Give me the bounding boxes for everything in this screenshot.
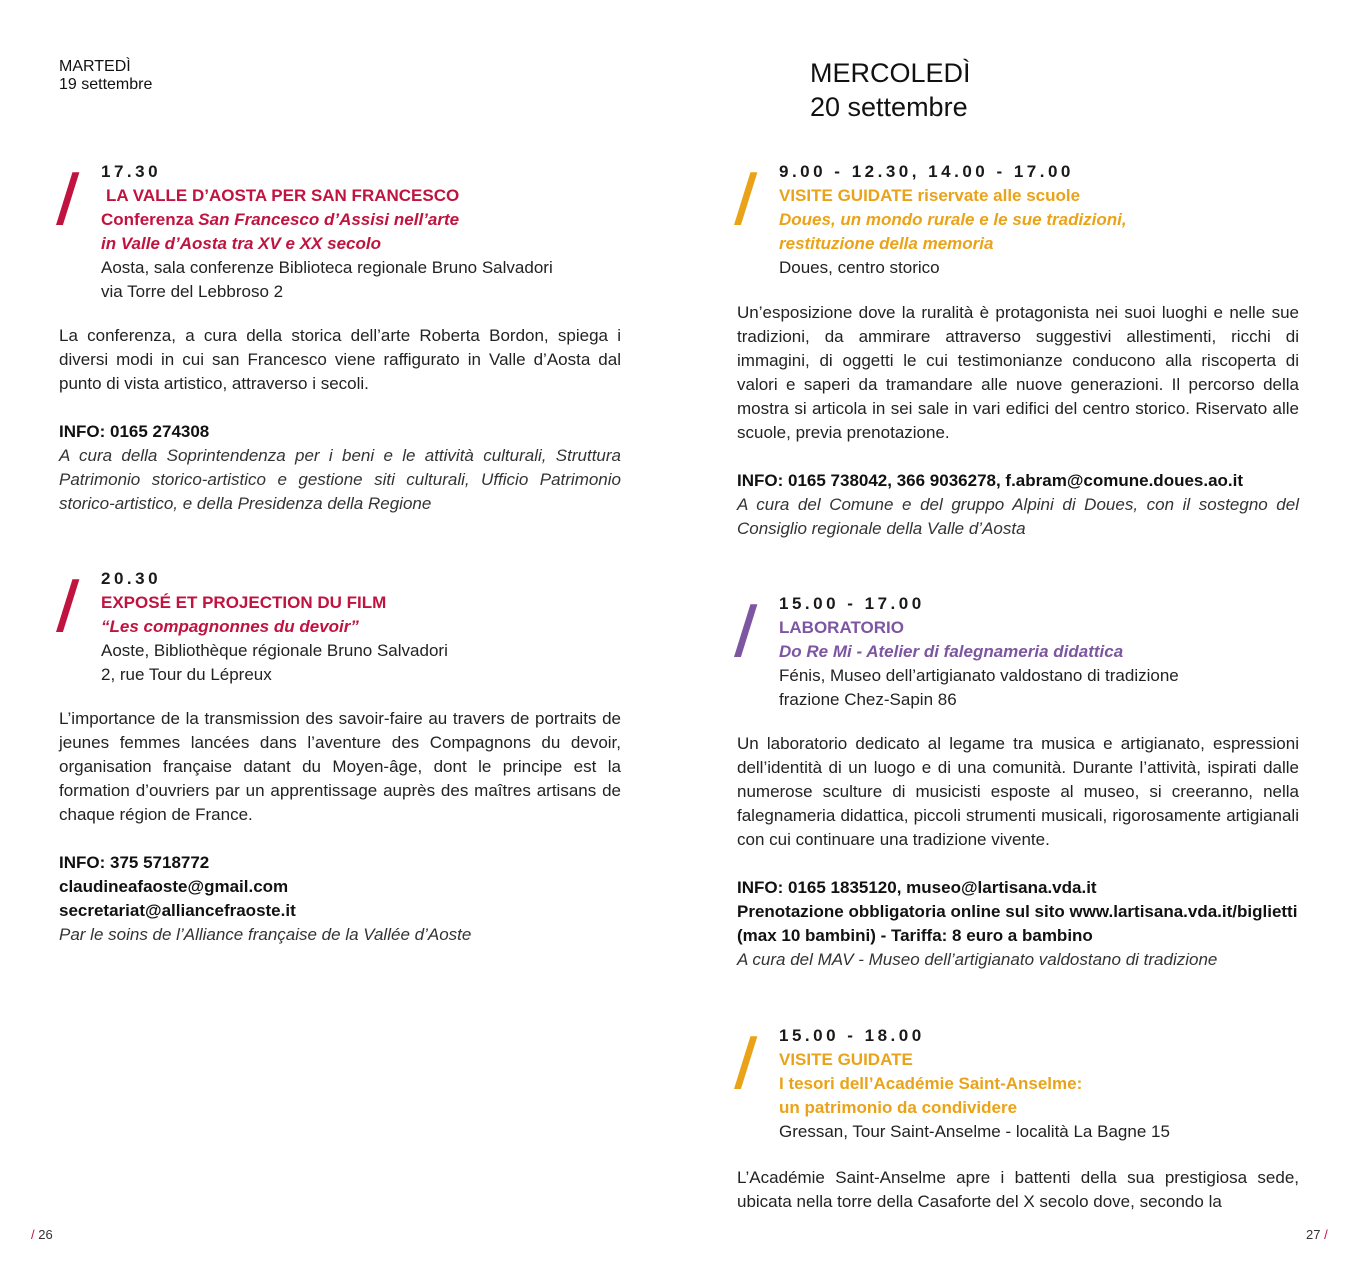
event-credits: Par le soins de l’Alliance française de la Vallée d’Aoste <box>59 925 472 944</box>
event-info: INFO: 375 5718772 <box>59 853 210 872</box>
event-subtitle <box>101 208 621 232</box>
event-email: secretariat@alliancefraoste.it <box>59 901 296 920</box>
event-subtitle: Doues, un mondo rurale e le sue tradizioni, <box>779 210 1127 229</box>
event-info-block <box>59 851 621 947</box>
event-booking: Prenotazione obbligatoria online sul sito www.lartisana.vda.it/biglietti <box>737 902 1298 921</box>
left-day-name: MARTEDÌ <box>59 58 131 75</box>
event-info: INFO: 0165 1835120, museo@lartisana.vda.it <box>737 878 1097 897</box>
event-address: frazione Chez-Sapin 86 <box>779 690 957 709</box>
event-description: Un’esposizione dove la ruralità è protagonista nei suoi luoghi e nelle sue tradizioni, da ammirare attraverso suggestivi allestimenti, ricchi di immagini, di oggetti le cui testimonianze conducono alla riscoperta di valori e saperi da tramandare alle nuove generazioni. Il percorso della mostra si articola in sei sale in vari edifici del centro storico. Riservato alle scuole, previa prenotazione. <box>737 303 1299 442</box>
page-number-slash: / <box>1324 1227 1328 1242</box>
event-time: 20.30 <box>101 569 162 588</box>
event-title: VISITE GUIDATE <box>779 1050 913 1069</box>
event-title: EXPOSÉ ET PROJECTION DU FILM <box>101 593 387 612</box>
event-description: L’Académie Saint-Anselme apre i battenti della sua prestigiosa sede, ubicata nella torre della Casaforte del X secolo dove, secondo la <box>737 1168 1299 1211</box>
event-location: Fénis, Museo dell’artigianato valdostano di tradizione <box>779 666 1179 685</box>
event-title: LABORATORIO <box>779 618 904 637</box>
event-slash-icon: / <box>734 1025 758 1099</box>
event-fee: (max 10 bambini) - Tariffa: 8 euro a bambino <box>737 926 1093 945</box>
event-time: 9.00 - 12.30, 14.00 - 17.00 <box>779 162 1074 181</box>
event-credits: A cura del Comune e del gruppo Alpini di Doues, con il sostegno del Consiglio regionale della Valle d’Aosta <box>737 495 1299 538</box>
right-day-header <box>810 56 971 124</box>
left-day-date: 19 settembre <box>59 76 153 93</box>
event-slash-icon: / <box>734 593 758 667</box>
event-header <box>779 1024 1299 1144</box>
event-time: 17.30 <box>101 162 162 181</box>
event-subtitle-2: un patrimonio da condividere <box>779 1098 1018 1117</box>
event-header <box>779 592 1299 712</box>
event-slash-icon: / <box>56 568 80 642</box>
event-description: La conferenza, a cura della storica dell’arte Roberta Bordon, spiega i diversi modi in cui san Francesco viene raffigurato in Valle d’Aosta dal punto di vista artistico, attraverso i secoli. <box>59 326 621 393</box>
event-header <box>779 160 1299 280</box>
event-title: LA VALLE D’AOSTA PER SAN FRANCESCO <box>106 186 460 205</box>
page-number-right <box>1306 1227 1328 1242</box>
event-address: 2, rue Tour du Lépreux <box>101 665 272 684</box>
page-number-value: 27 <box>1306 1227 1321 1242</box>
event-subtitle: I tesori dell’Académie Saint-Anselme: <box>779 1074 1083 1093</box>
event-time: 15.00 - 17.00 <box>779 594 925 613</box>
event-info: INFO: 0165 274308 <box>59 422 210 441</box>
event-subtitle-2: restituzione della memoria <box>779 234 994 253</box>
event-subtitle-2: in Valle d’Aosta tra XV e XX secolo <box>101 234 381 253</box>
right-day-date: 20 settembre <box>810 92 968 122</box>
event-location: Doues, centro storico <box>779 258 940 277</box>
event-subtitle-plain: Conferenza <box>101 210 199 229</box>
right-day-name: MERCOLEDÌ <box>810 58 971 88</box>
event-info-block <box>59 420 621 516</box>
event-header <box>101 567 621 687</box>
event-subtitle-italic: San Francesco d’Assisi nell’arte <box>198 210 460 229</box>
event-info: INFO: 0165 738042, 366 9036278, f.abram@comune.doues.ao.it <box>737 471 1244 490</box>
page-number-slash: / <box>31 1227 35 1242</box>
event-address: via Torre del Lebbroso 2 <box>101 282 284 301</box>
event-header <box>101 160 621 304</box>
event-location: Gressan, Tour Saint-Anselme - località La Bagne 15 <box>779 1122 1170 1141</box>
event-title: VISITE GUIDATE riservate alle scuole <box>779 186 1081 205</box>
page-number-left <box>31 1227 53 1242</box>
event-subtitle: “Les compagnonnes du devoir” <box>101 617 359 636</box>
left-day-header <box>59 58 152 94</box>
event-location: Aoste, Bibliothèque régionale Bruno Salvadori <box>101 641 448 660</box>
event-time: 15.00 - 18.00 <box>779 1026 925 1045</box>
event-description: Un laboratorio dedicato al legame tra musica e artigianato, espressioni dell’identità di un luogo e di una comunità. Durante l’attività, ispirati dalle numerose sculture di musicisti esposte al museo, si creeranno, nella falegnameria didattica, piccoli strumenti musicali, rigorosamente artigianali con cui continuare una tradizione vivente. <box>737 734 1299 849</box>
event-slash-icon: / <box>56 161 80 235</box>
event-subtitle: Do Re Mi - Atelier di falegnameria didattica <box>779 642 1124 661</box>
event-slash-icon: / <box>734 161 758 235</box>
event-description: L’importance de la transmission des savoir-faire au travers de portraits de jeunes femmes lancées dans l’aventure des Compagnons du devoir, organisation française datant du Moyen-âge, dont le principe est la formation d’ouvriers par un apprentissage auprès des maîtres artisans de chaque région de France. <box>59 709 621 824</box>
event-credits: A cura del MAV - Museo dell’artigianato valdostano di tradizione <box>737 950 1218 969</box>
event-info-block <box>737 876 1299 972</box>
event-credits: A cura della Soprintendenza per i beni e le attività culturali, Struttura Patrimonio storico-artistico e gestione siti culturali, Ufficio Patrimonio storico-artistico, e della Presidenza della Regione <box>59 446 621 513</box>
page-number-value: 26 <box>38 1227 53 1242</box>
event-email: claudineafaoste@gmail.com <box>59 877 289 896</box>
event-location: Aosta, sala conferenze Biblioteca regionale Bruno Salvadori <box>101 258 553 277</box>
event-info-block <box>737 469 1299 541</box>
